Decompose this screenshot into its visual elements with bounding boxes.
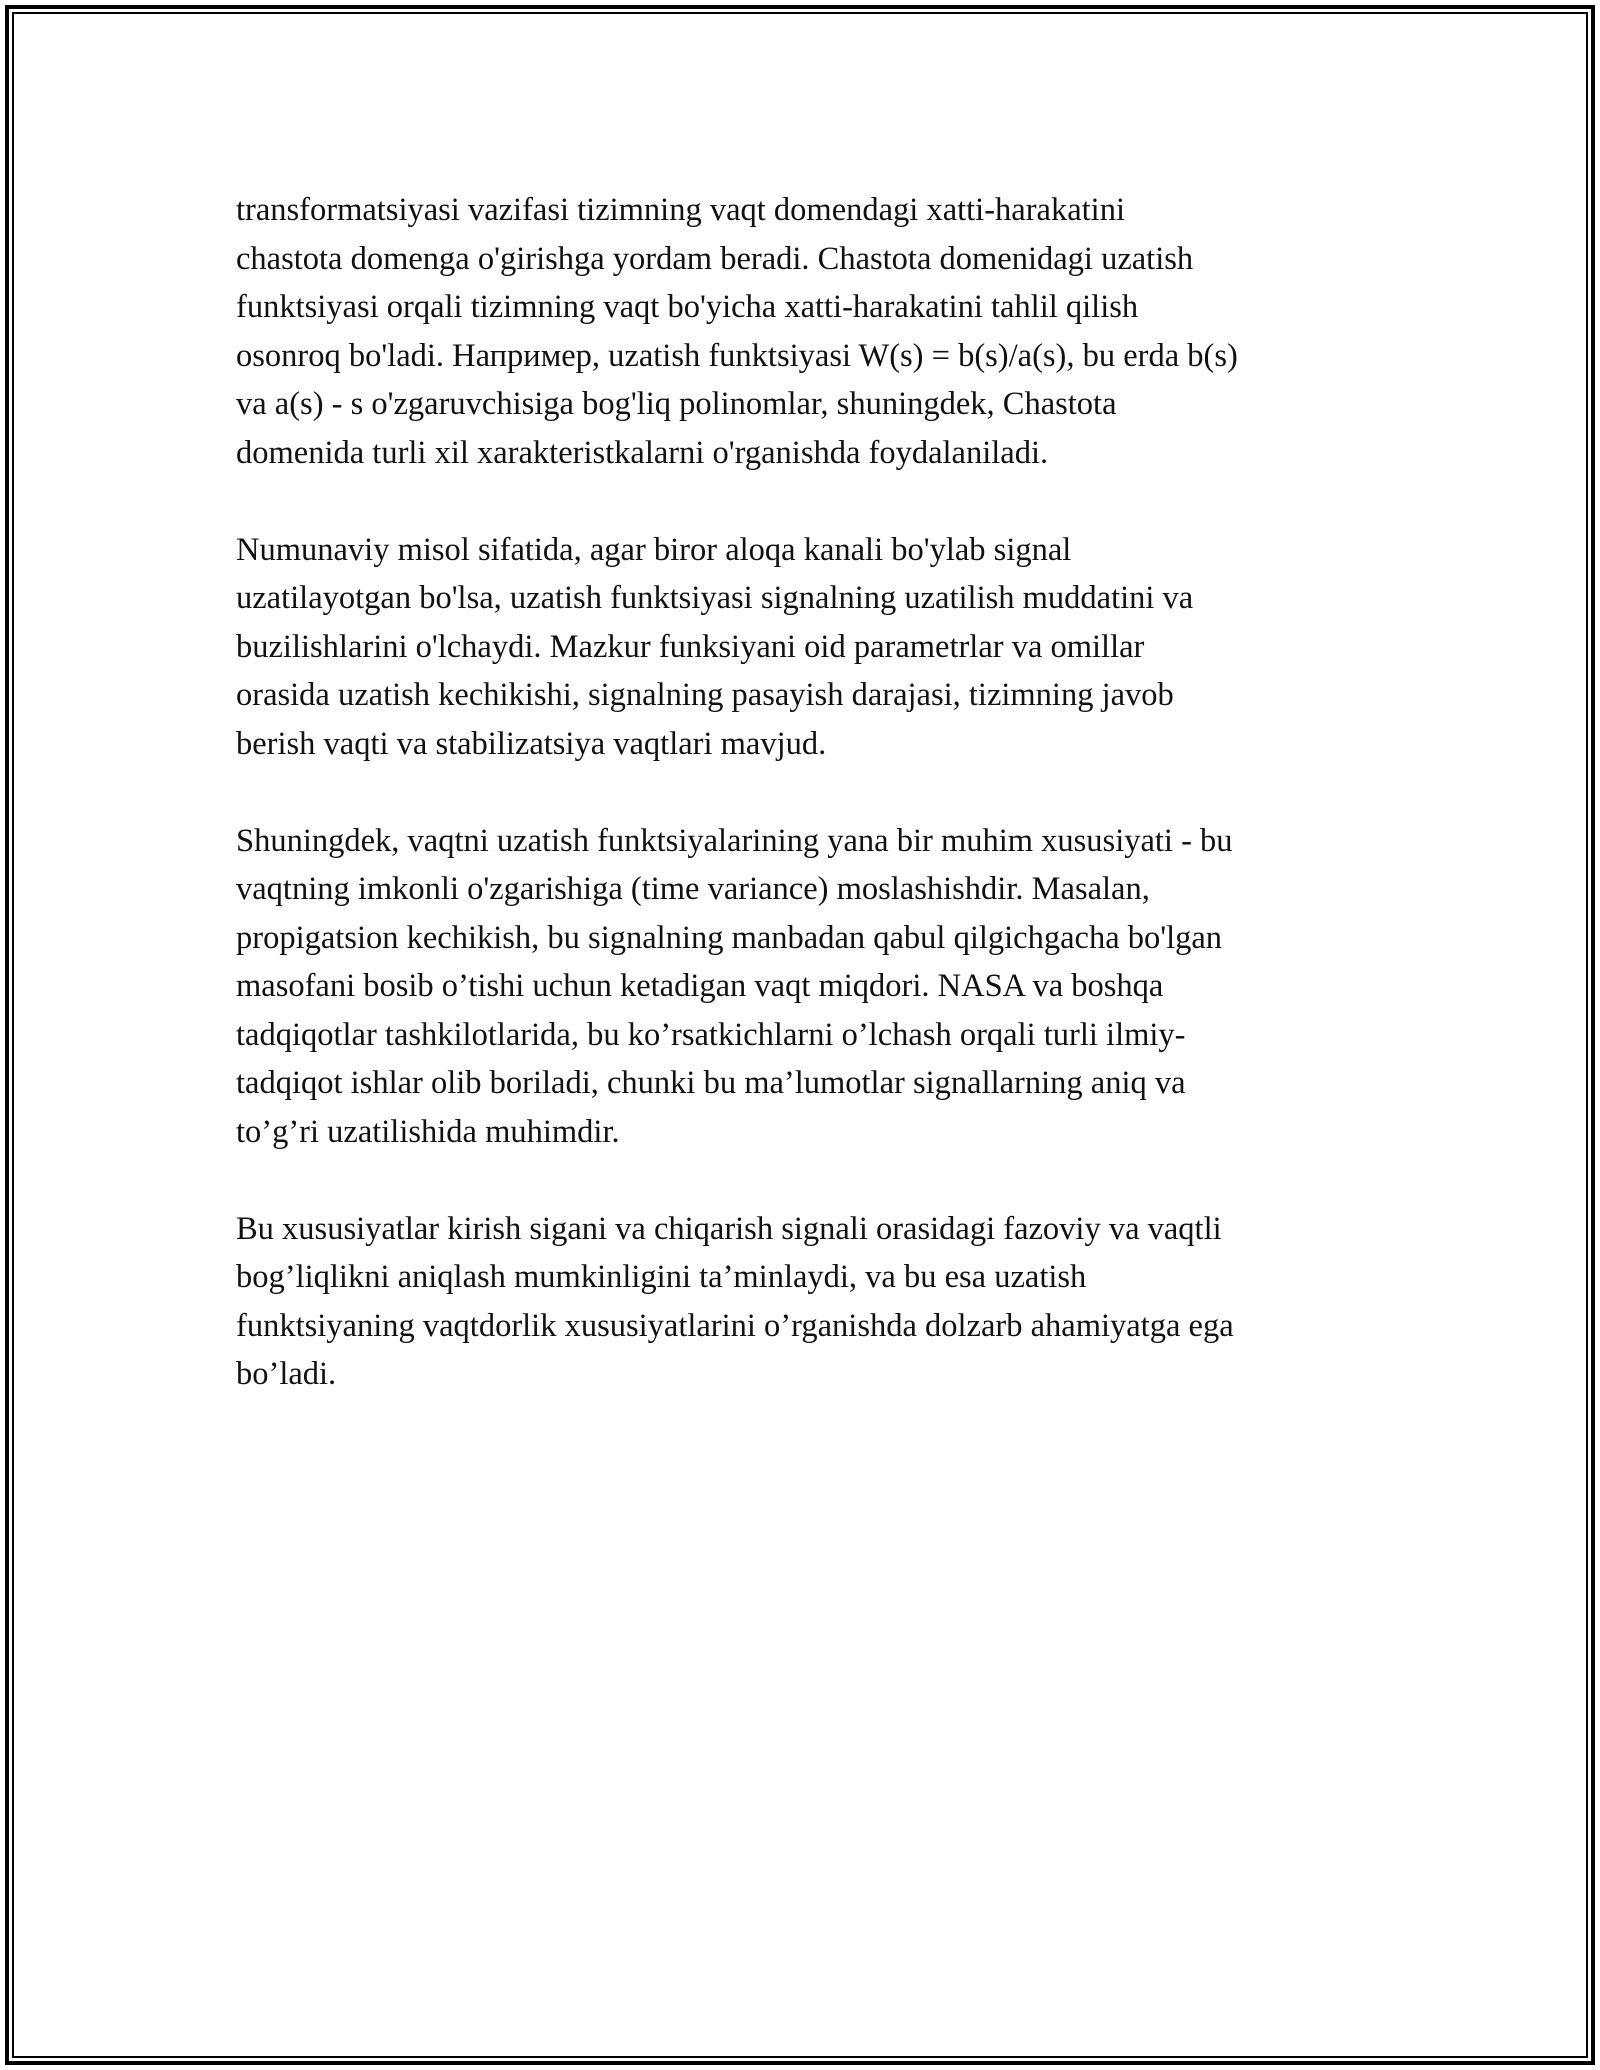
text-line: funktsiyasi orqali tizimning vaqt bo'yicha xatti-harakatini tahlil qilish — [236, 289, 1139, 325]
text-line: orasida uzatish kechikishi, signalning pasayish darajasi, tizimning javob — [236, 677, 1174, 713]
document-body — [236, 186, 1376, 1447]
text-line: domenida turli xil xarakteristkalarni o'rganishda foydalaniladi. — [236, 434, 1049, 471]
text-line: va a(s) - s o'zgaruvchisiga bog'liq polinomlar, shuningdek, Chastota — [236, 386, 1117, 422]
text-line: tadqiqot ishlar olib boriladi, chunki bu ma’lumotlar signallarning aniq va — [236, 1065, 1186, 1101]
text-line: Numunaviy misol sifatida, agar biror aloqa kanali bo'ylab signal — [236, 531, 1072, 568]
paragraph-1 — [236, 186, 1376, 477]
paragraph-2 — [236, 526, 1376, 769]
text-line: Shuningdek, vaqtni uzatish funktsiyalarining yana bir muhim xususiyati - bu — [236, 822, 1233, 859]
text-line: propigatsion kechikish, bu signalning manbadan qabul qilgichgacha bo'lgan — [236, 919, 1223, 956]
paragraph-4 — [236, 1205, 1376, 1399]
text-line: osonroq bo'ladi. Например, uzatish funktsiyasi W(s) = b(s)/a(s), bu erda b(s) — [236, 337, 1238, 374]
text-line: berish vaqti va stabilizatsiya vaqtlari mavjud. — [236, 725, 827, 762]
text-line: funktsiyaning vaqtdorlik xususiyatlarini o’rganishda dolzarb ahamiyatga ega — [236, 1307, 1234, 1344]
text-line: masofani bosib o’tishi uchun ketadigan vaqt miqdori. NASA va boshqa — [236, 968, 1164, 1004]
text-line: to’g’ri uzatilishida muhimdir. — [236, 1113, 620, 1150]
paragraph-3 — [236, 817, 1376, 1157]
text-line: transformatsiyasi vazifasi tizimning vaqt domendagi xatti-harakatini — [236, 192, 1125, 228]
text-line: uzatilayotgan bo'lsa, uzatish funktsiyasi signalning uzatilish muddatini va — [236, 580, 1194, 616]
text-line: bog’liqlikni aniqlash mumkinligini ta’minlaydi, va bu esa uzatish — [236, 1259, 1087, 1295]
text-line: bo’ladi. — [236, 1356, 337, 1392]
text-line: tadqiqotlar tashkilotlarida, bu ko’rsatkichlarni o’lchash orqali turli ilmiy- — [236, 1016, 1186, 1053]
text-line: chastota domenga o'girishga yordam beradi. Chastota domenidagi uzatish — [236, 240, 1194, 277]
text-line: Bu xususiyatlar kirish sigani va chiqarish signali orasidagi fazoviy va vaqtli — [236, 1210, 1222, 1247]
text-line: vaqtning imkonli o'zgarishiga (time variance) moslashishdir. Masalan, — [236, 871, 1150, 907]
text-line: buzilishlarini o'lchaydi. Mazkur funksiyani oid parametrlar va omillar — [236, 628, 1145, 665]
